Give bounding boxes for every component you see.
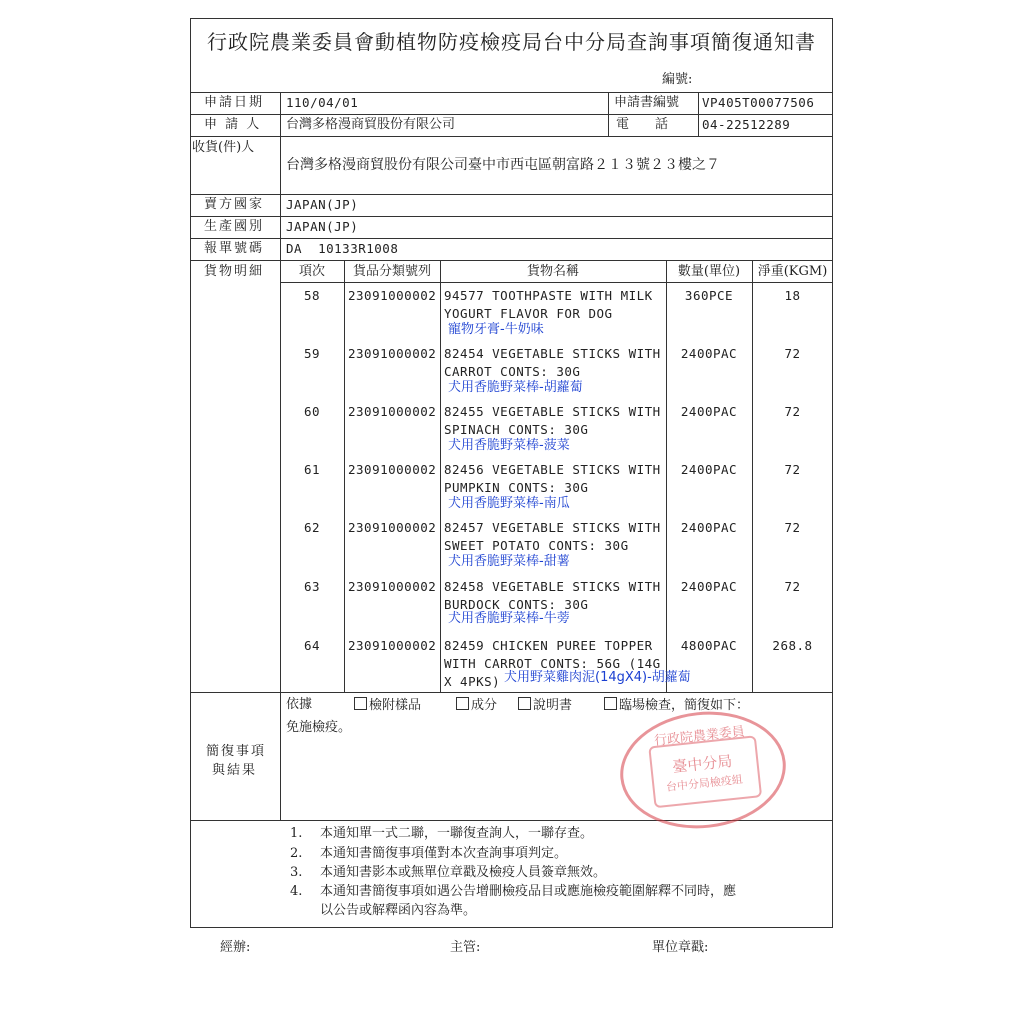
col-header-item: 項次 bbox=[298, 264, 325, 279]
note-number: 4. bbox=[290, 884, 303, 899]
option-attached-sample bbox=[354, 697, 421, 714]
row-item-no: 63 bbox=[303, 579, 321, 594]
row-quantity: 2400PAC bbox=[680, 346, 738, 361]
row-name-line1: 82457 VEGETABLE STICKS WITH bbox=[444, 520, 661, 535]
note-text: 本通知單一式二聯，一聯復查詢人，一聯存查。 bbox=[320, 826, 594, 841]
checkbox bbox=[354, 697, 367, 710]
grid-line bbox=[344, 260, 345, 692]
option-label: 成分 bbox=[471, 698, 498, 713]
apply-date-label: 申請日期 bbox=[204, 95, 265, 110]
applicant-value: 台灣多格漫商貿股份有限公司 bbox=[286, 117, 456, 132]
row-weight: 268.8 bbox=[772, 638, 813, 653]
row-code: 23091000002 bbox=[348, 346, 437, 361]
row-name-line1: 82456 VEGETABLE STICKS WITH bbox=[444, 462, 661, 477]
col-header-weight: 淨重(KGM) bbox=[757, 264, 828, 279]
row-chinese-name: 犬用香脆野菜棒-菠菜 bbox=[448, 438, 570, 453]
col-header-qty: 數量(單位) bbox=[677, 264, 741, 279]
row-name-line1: 82454 VEGETABLE STICKS WITH bbox=[444, 346, 661, 361]
row-name-line1: 94577 TOOTHPASTE WITH MILK bbox=[444, 288, 653, 303]
grid-line bbox=[190, 194, 833, 195]
grid-line bbox=[280, 282, 833, 283]
row-item-no: 64 bbox=[303, 638, 321, 653]
grid-line bbox=[440, 260, 441, 692]
row-weight: 72 bbox=[784, 520, 801, 535]
row-weight: 72 bbox=[784, 346, 801, 361]
row-chinese-name: 犬用香脆野菜棒-南瓜 bbox=[448, 496, 570, 511]
origin-country-value: JAPAN(JP) bbox=[286, 219, 359, 234]
row-weight: 72 bbox=[784, 579, 801, 594]
phone-label: 電 話 bbox=[616, 117, 669, 132]
grid-line bbox=[190, 260, 833, 261]
row-quantity: 2400PAC bbox=[680, 579, 738, 594]
row-code: 23091000002 bbox=[348, 579, 437, 594]
phone-value: 04-22512289 bbox=[702, 117, 791, 132]
seal-text-top: 行政院農業委員 bbox=[653, 724, 746, 749]
row-code: 23091000002 bbox=[348, 288, 437, 303]
option-label: 說明書 bbox=[533, 698, 573, 713]
row-name-line2: SPINACH CONTS: 30G bbox=[444, 422, 589, 437]
row-name-line1: 82458 VEGETABLE STICKS WITH bbox=[444, 579, 661, 594]
origin-country-label: 生產國別 bbox=[204, 219, 265, 234]
row-quantity: 2400PAC bbox=[680, 404, 738, 419]
basis-label: 依據 bbox=[286, 697, 313, 712]
note-number: 1. bbox=[290, 826, 303, 841]
handler-label: 經辦: bbox=[220, 940, 251, 955]
seal-text-center: 臺中分局 bbox=[671, 751, 734, 777]
option-label: 臨場檢查，簡復如下： bbox=[619, 698, 750, 713]
row-name-line1: 82455 VEGETABLE STICKS WITH bbox=[444, 404, 661, 419]
seal-text-bottom: 台中分局檢疫組 bbox=[665, 772, 744, 794]
row-item-no: 58 bbox=[303, 288, 321, 303]
note-text: 本通知書影本或無單位章戳及檢疫人員簽章無效。 bbox=[320, 865, 607, 880]
grid-line bbox=[190, 92, 833, 93]
checkbox bbox=[518, 697, 531, 710]
row-item-no: 61 bbox=[303, 462, 321, 477]
row-name-line3: X 4PKS) bbox=[444, 674, 501, 689]
option-manual bbox=[518, 697, 572, 714]
grid-line bbox=[190, 114, 833, 115]
supervisor-label: 主管: bbox=[450, 940, 481, 955]
checkbox bbox=[456, 697, 469, 710]
row-name-line1: 82459 CHICKEN PUREE TOPPER bbox=[444, 638, 653, 653]
row-name-line2: BURDOCK CONTS: 30G bbox=[444, 597, 589, 612]
note-number: 3. bbox=[290, 865, 303, 880]
seller-country-value: JAPAN(JP) bbox=[286, 197, 359, 212]
grid-line bbox=[190, 136, 833, 137]
consignee-label: 收貨(件)人 bbox=[192, 140, 255, 155]
grid-line bbox=[280, 92, 281, 820]
row-name-line2: CARROT CONTS: 30G bbox=[444, 364, 581, 379]
col-header-code: 貨品分類號列 bbox=[352, 264, 431, 279]
consignee-value: 台灣多格漫商貿股份有限公司臺中市西屯區朝富路２１３號２３樓之７ bbox=[286, 157, 720, 173]
row-name-line2: SWEET POTATO CONTS: 30G bbox=[444, 538, 629, 553]
document-title: 行政院農業委員會動植物防疫檢疫局台中分局查詢事項簡復通知書 bbox=[207, 30, 816, 54]
checkbox bbox=[604, 697, 617, 710]
grid-line bbox=[608, 92, 609, 136]
col-header-name: 貨物名稱 bbox=[526, 264, 579, 279]
grid-line bbox=[190, 216, 833, 217]
apply-date-value: 110/04/01 bbox=[286, 95, 359, 110]
inspection-result: 免施檢疫。 bbox=[286, 720, 352, 735]
application-no-label: 申請書編號 bbox=[614, 95, 680, 110]
note-text: 本通知書簡復事項如遇公告增刪檢疫品目或應施檢疫範圍解釋不同時，應 bbox=[320, 884, 737, 899]
row-name-line2: PUMPKIN CONTS: 30G bbox=[444, 480, 589, 495]
row-code: 23091000002 bbox=[348, 462, 437, 477]
seller-country-label: 賣方國家 bbox=[204, 197, 265, 212]
row-chinese-name: 犬用香脆野菜棒-甜薯 bbox=[448, 554, 570, 569]
row-weight: 18 bbox=[784, 288, 801, 303]
unit-seal-label: 單位章戳: bbox=[652, 940, 709, 955]
applicant-label: 申 請 人 bbox=[204, 117, 262, 132]
grid-line bbox=[698, 92, 699, 136]
row-chinese-name: 犬用香脆野菜棒-胡蘿蔔 bbox=[448, 380, 583, 395]
row-weight: 72 bbox=[784, 404, 801, 419]
row-quantity: 2400PAC bbox=[680, 462, 738, 477]
row-code: 23091000002 bbox=[348, 520, 437, 535]
row-name-line2: YOGURT FLAVOR FOR DOG bbox=[444, 306, 613, 321]
note-number: 2. bbox=[290, 846, 303, 861]
option-ingredients bbox=[456, 697, 497, 714]
row-item-no: 62 bbox=[303, 520, 321, 535]
option-onsite-inspection bbox=[604, 697, 749, 714]
row-quantity: 4800PAC bbox=[680, 638, 738, 653]
row-quantity: 360PCE bbox=[684, 288, 734, 303]
note-text: 本通知書簡復事項僅對本次查詢事項判定。 bbox=[320, 846, 568, 861]
section-label-result: 與結果 bbox=[212, 763, 258, 778]
row-name-line2: WITH CARROT CONTS: 56G (14G bbox=[444, 656, 661, 671]
grid-line bbox=[190, 238, 833, 239]
declaration-no-value: DA 10133R1008 bbox=[286, 241, 399, 256]
row-weight: 72 bbox=[784, 462, 801, 477]
grid-line bbox=[190, 692, 833, 693]
row-chinese-name: 犬用香脆野菜棒-牛蒡 bbox=[448, 611, 570, 626]
declaration-no-label: 報單號碼 bbox=[204, 241, 265, 256]
serial-label: 編號: bbox=[662, 72, 693, 87]
application-no-value: VP405T00077506 bbox=[702, 95, 815, 110]
row-chinese-name: 寵物牙膏-牛奶味 bbox=[448, 322, 544, 337]
row-chinese-name: 犬用野菜雞肉泥(14gX4)-胡蘿蔔 bbox=[504, 670, 691, 685]
row-code: 23091000002 bbox=[348, 404, 437, 419]
row-item-no: 59 bbox=[303, 346, 321, 361]
row-item-no: 60 bbox=[303, 404, 321, 419]
option-label: 檢附樣品 bbox=[369, 698, 422, 713]
section-label-reply: 簡復事項 bbox=[206, 744, 267, 759]
row-quantity: 2400PAC bbox=[680, 520, 738, 535]
row-code: 23091000002 bbox=[348, 638, 437, 653]
note-text-continued: 以公告或解釋函內容為準。 bbox=[320, 903, 477, 918]
goods-detail-label: 貨物明細 bbox=[204, 264, 265, 279]
